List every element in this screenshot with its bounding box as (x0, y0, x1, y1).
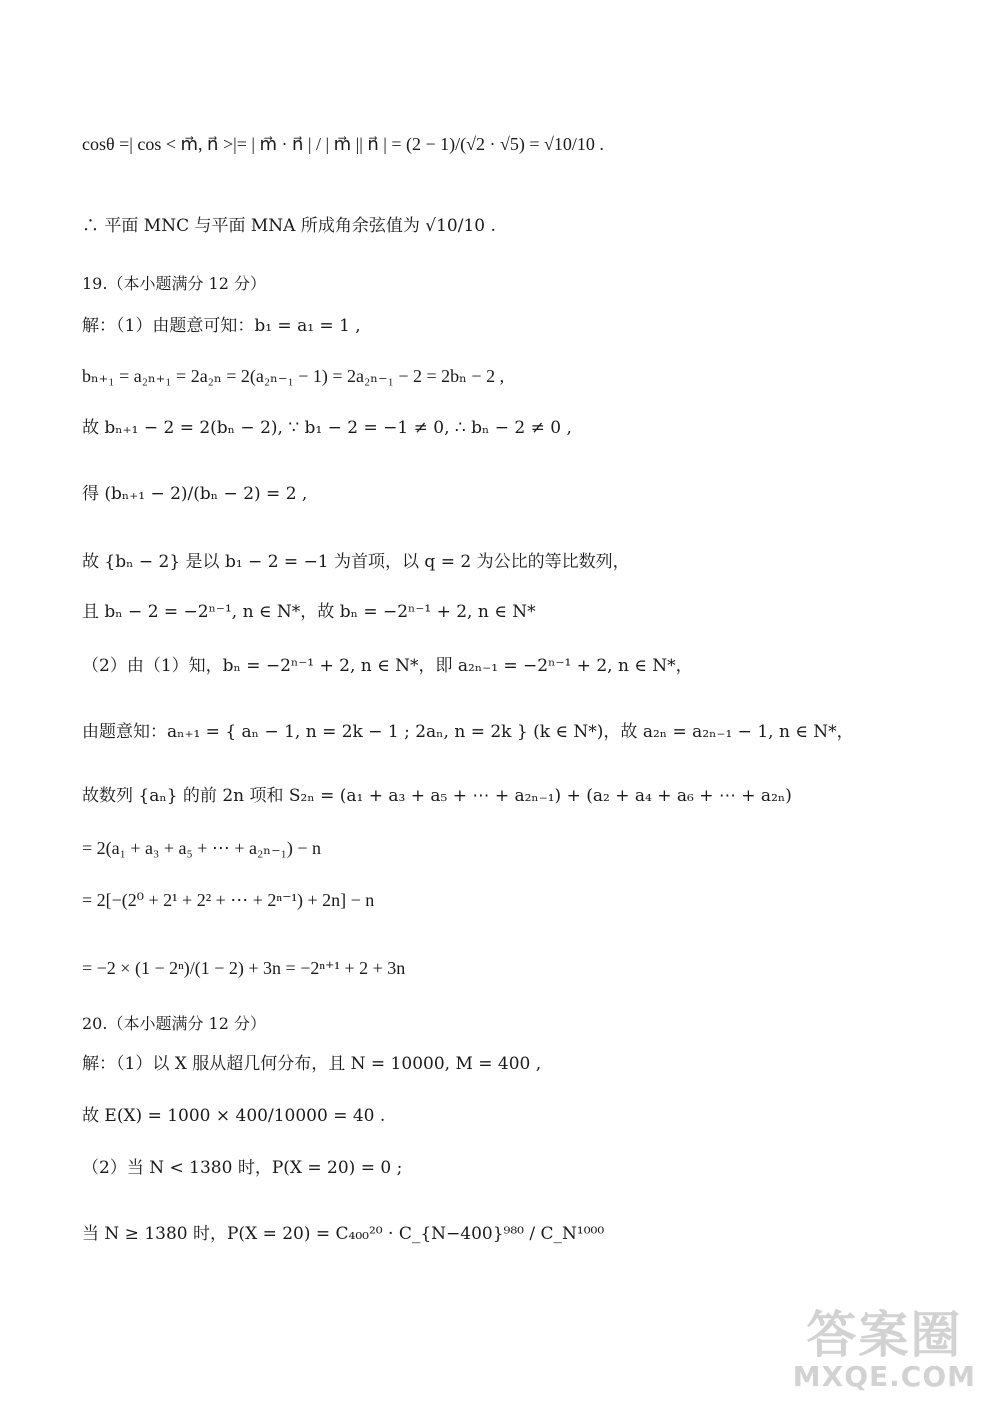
expectation-line (82, 1104, 385, 1128)
question-19-heading (82, 272, 266, 296)
cosine-formula-line (82, 132, 604, 156)
watermark-site: MXQE.COM (792, 1360, 976, 1393)
sum-step-1 (82, 836, 321, 860)
line-text-9: （2）由（1）知，bₙ = −2ⁿ⁻¹ + 2, n ∈ N*，即 a₂ₙ₋₁ = −2ⁿ⁻¹ + 2, n ∈ N*， (82, 656, 693, 676)
line-text-16: 解：（1）以 X 服从超几何分布，且 N = 10000, M = 400 , (82, 1054, 542, 1074)
plane-angle-conclusion (82, 214, 496, 238)
q19-part2-start (82, 654, 693, 678)
line-text-6: 得 (bₙ₊₁ − 2)/(bₙ − 2) = 2 , (82, 484, 308, 504)
line-text-12: = 2(a₁ + a₃ + a₅ + ⋯ + a₂ₙ₋₁) − n (82, 838, 322, 858)
q20-part1-start (82, 1052, 541, 1076)
line-text-11: 故数列 {aₙ} 的前 2n 项和 S₂ₙ = (a₁ + a₃ + a₅ + ⋯ + a₂ₙ₋₁) + (a₂ + a₄ + a₆ + ⋯ + a₂ₙ) (82, 786, 792, 806)
piecewise-recurrence-line (82, 720, 854, 744)
ratio-equals-two-line (82, 482, 307, 506)
line-text-8: 且 bₙ − 2 = −2ⁿ⁻¹, n ∈ N*，故 bₙ = −2ⁿ⁻¹ + 2, n ∈ N* (82, 602, 536, 622)
line-text-3: 解：（1）由题意可知：b₁ = a₁ = 1 , (82, 316, 361, 336)
line-text-1: ∴ 平面 MNC 与平面 MNA 所成角余弦值为 √10/10 . (82, 216, 496, 236)
recurrence-derivation (82, 364, 504, 388)
line-text-14: = −2 × (1 − 2ⁿ)/(1 − 2) + 3n = −2ⁿ⁺¹ + 2 + 3n (82, 958, 406, 978)
q19-part1-start (82, 314, 361, 338)
line-text-5: 故 bₙ₊₁ − 2 = 2(bₙ − 2), ∵ b₁ − 2 = −1 ≠ 0, ∴ bₙ − 2 ≠ 0 , (82, 418, 572, 438)
watermark-logo: 答案圈 (806, 1306, 963, 1364)
sum-step-2 (82, 888, 374, 912)
question-20-heading (82, 1012, 266, 1036)
watermark (793, 1308, 976, 1392)
line-text-4: bₙ₊₁ = a₂ₙ₊₁ = 2a₂ₙ = 2(a₂ₙ₋₁ − 1) = 2a₂ₙ₋₁ − 2 = 2bₙ − 2 , (82, 366, 505, 386)
geometric-sequence-statement (82, 550, 630, 574)
ratio-condition-line (82, 416, 572, 440)
line-text-0: cosθ =| cos < m⃗, n⃗ >|= | m⃗ · n⃗ | / | m⃗ || n⃗ | = (2 − 1)/(√2 · √5) = √10/10 . (82, 134, 604, 154)
q20-part2-case2 (82, 1222, 604, 1246)
line-text-2: 19.（本小题满分 12 分） (82, 274, 266, 293)
line-text-19: 当 N ≥ 1380 时，P(X = 20) = C₄₀₀²⁰ · C_{N−400}⁹⁸⁰ / C_N¹⁰⁰⁰ (82, 1224, 605, 1244)
line-text-7: 故 {bₙ − 2} 是以 b₁ − 2 = −1 为首项，以 q = 2 为公比的等比数列， (82, 552, 630, 572)
line-text-15: 20.（本小题满分 12 分） (82, 1014, 266, 1033)
line-text-17: 故 E(X) = 1000 × 400/10000 = 40 . (82, 1106, 386, 1126)
line-text-10: 由题意知：aₙ₊₁ = { aₙ − 1, n = 2k − 1 ; 2aₙ, n = 2k } (k ∈ N*)，故 a₂ₙ = a₂ₙ₋₁ − 1, n ∈ N*， (82, 722, 854, 742)
bn-general-term-line (82, 600, 536, 624)
q20-part2-case1 (82, 1156, 402, 1180)
line-text-13: = 2[−(2⁰ + 2¹ + 2² + ⋯ + 2ⁿ⁻¹) + 2n] − n (82, 890, 375, 910)
line-text-18: （2）当 N < 1380 时，P(X = 20) = 0 ; (82, 1158, 403, 1178)
sum-s2n-definition (82, 784, 792, 808)
sum-final-result (82, 956, 405, 980)
